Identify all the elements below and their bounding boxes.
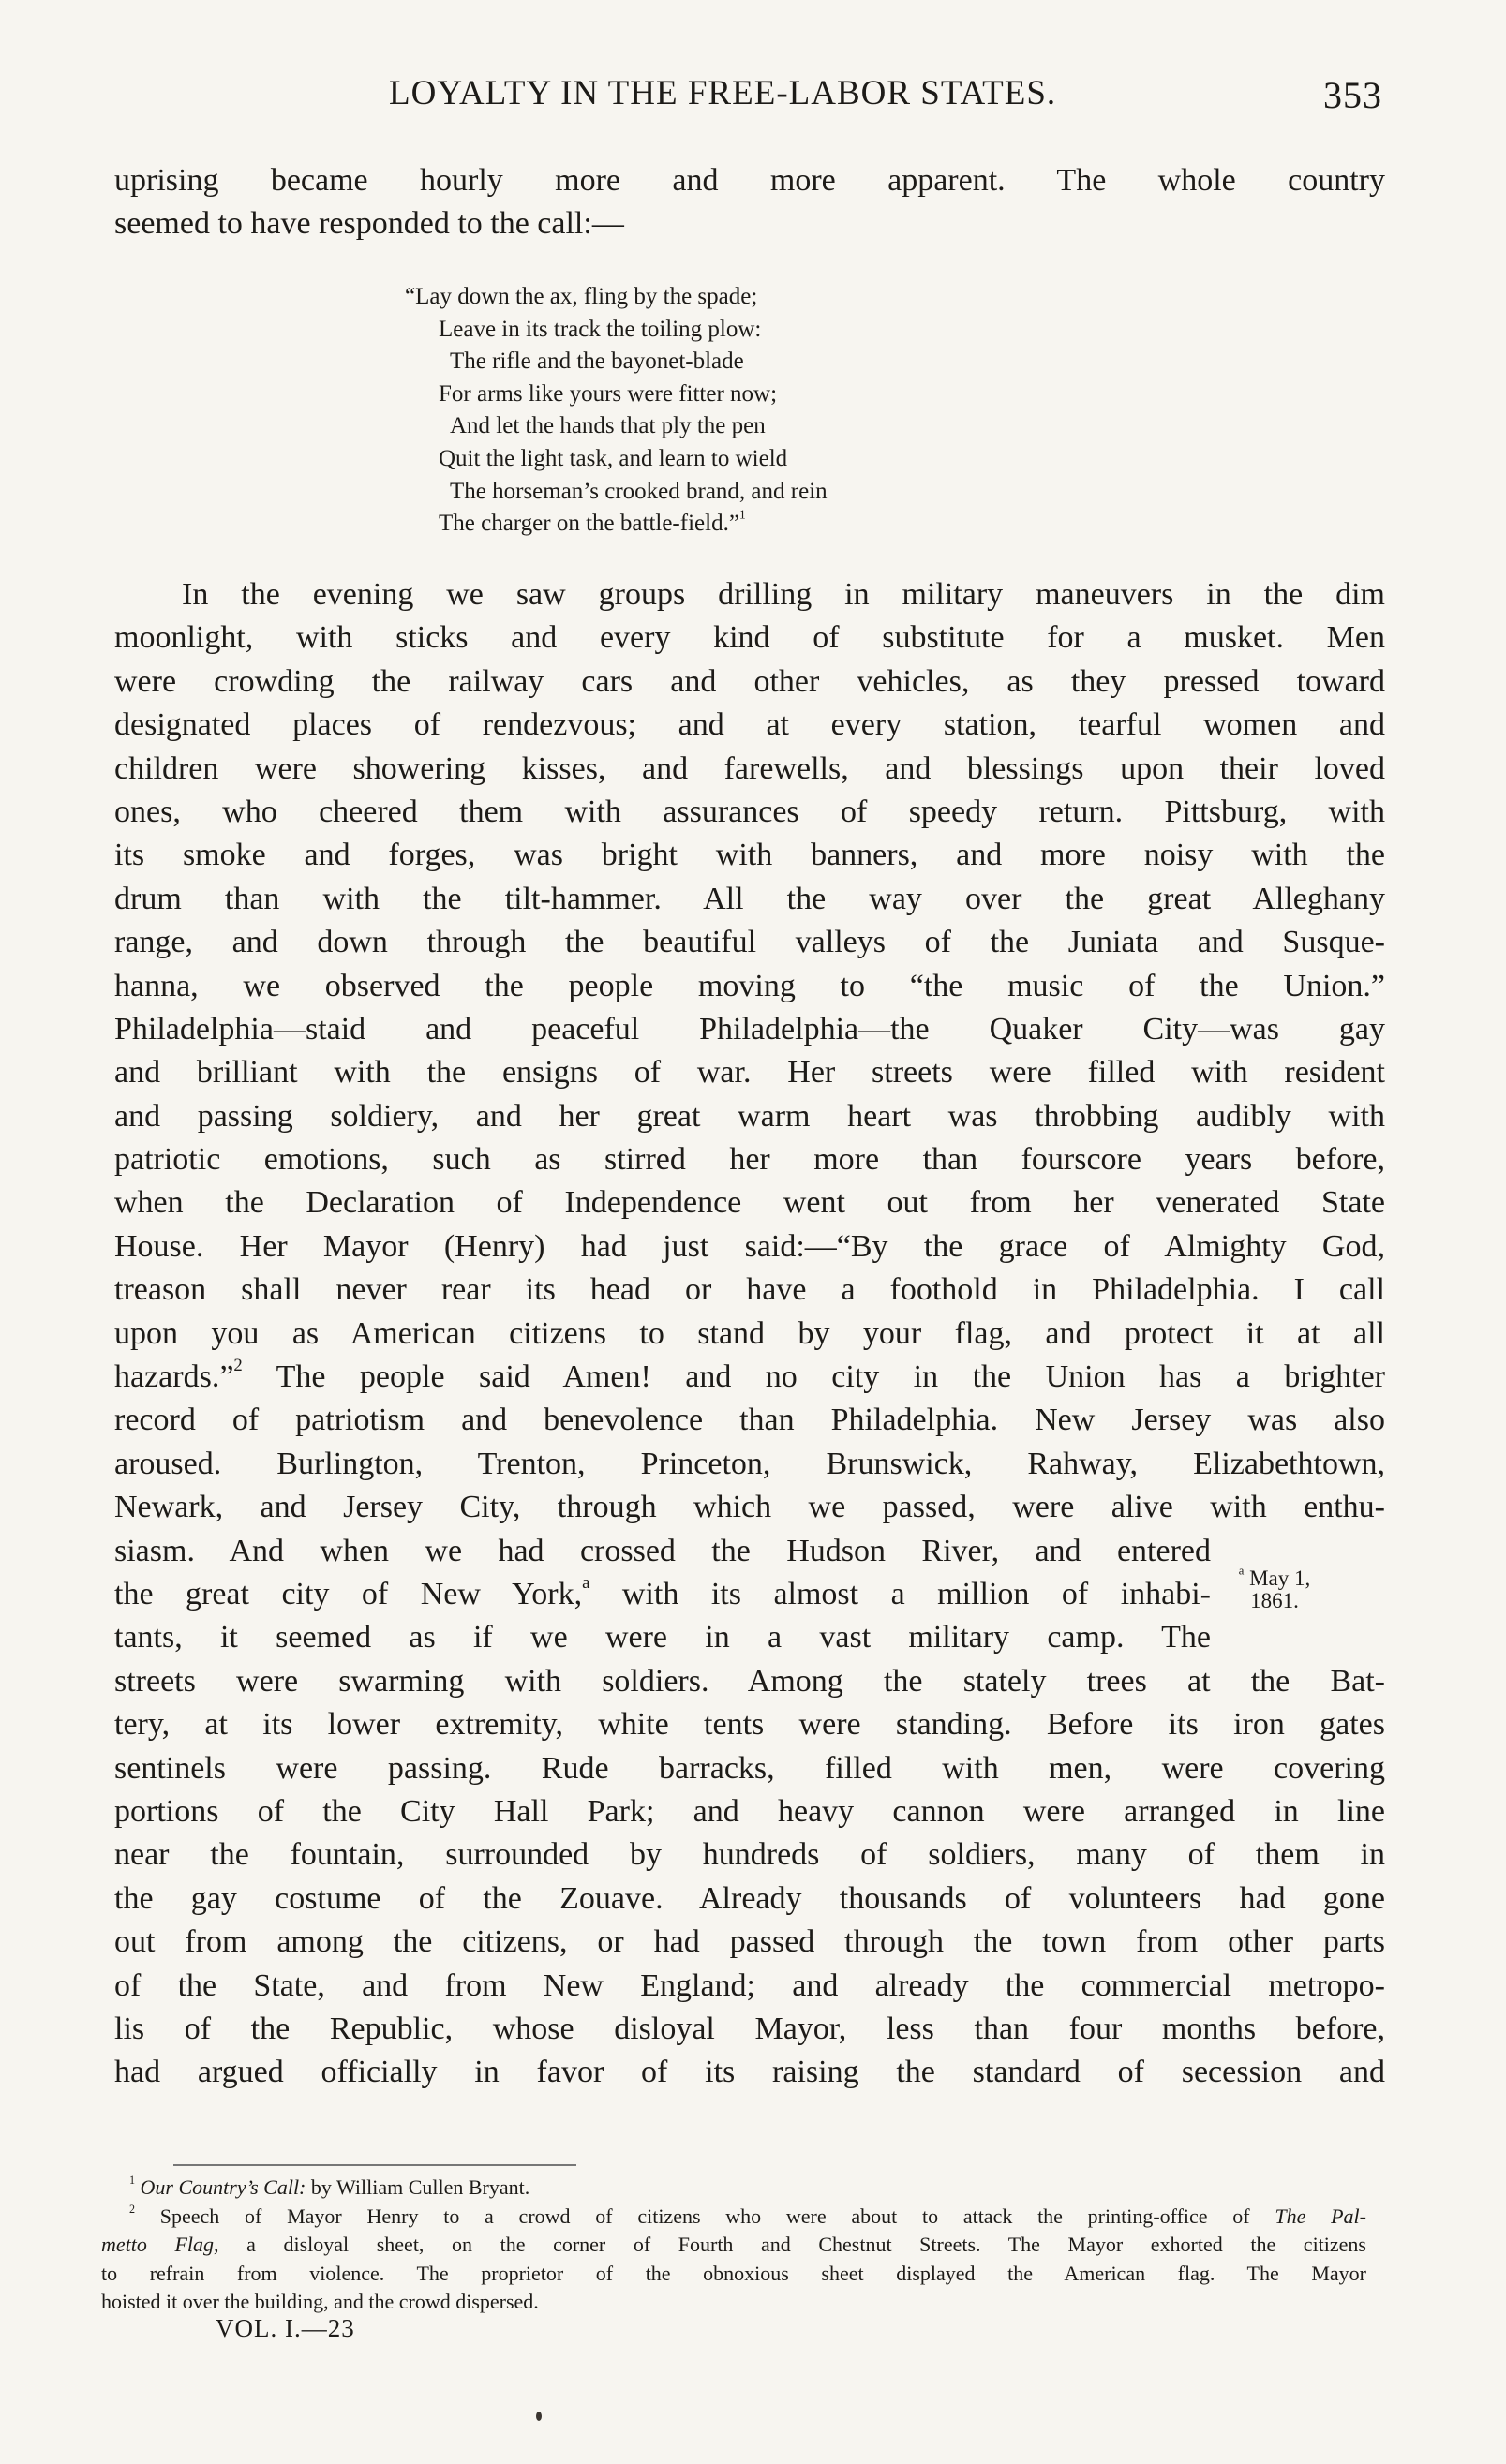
- footnote-italic: metto Flag,: [101, 2233, 219, 2256]
- text-line: House. Her Mayor (Henry) had just said:—“By the grace of Almighty God,: [114, 1228, 1385, 1264]
- text-line: were crowding the railway cars and other vehicles, as they pressed toward: [114, 663, 1385, 699]
- footnote-text: Speech of Mayor Henry to a crowd of citizens who were about to attack the printing-office of: [135, 2204, 1275, 2228]
- footnote-2-line: [101, 2231, 1366, 2260]
- text-line: and passing soldiery, and her great warm heart was throbbing audibly with: [114, 1098, 1385, 1134]
- text-line: In the evening we saw groups drilling in military maneuvers in the dim: [182, 577, 1385, 612]
- text-line: aroused. Burlington, Trenton, Princeton, Brunswick, Rahway, Elizabethtown,: [114, 1446, 1385, 1481]
- text-line: seemed to have responded to the call:—: [114, 206, 624, 242]
- poem-line: Quit the light task, and learn to wield: [439, 445, 788, 471]
- text-line: designated places of rendezvous; and at every station, tearful women and: [114, 707, 1385, 743]
- main-paragraph: [114, 573, 1385, 2095]
- margin-note-text: May 1,: [1249, 1566, 1311, 1590]
- text-line: when the Declaration of Independence went out from her venerated State: [114, 1185, 1385, 1221]
- text-line: moonlight, with sticks and every kind of substitute for a musket. Men: [114, 620, 1385, 656]
- margin-note-marker: a: [1238, 1564, 1245, 1578]
- footnote-2-line: hoisted it over the building, and the crowd dispersed.: [101, 2290, 539, 2313]
- footnote-title: Our Country’s Call:: [140, 2175, 306, 2199]
- text-line: patriotic emotions, such as stirred her more than fourscore years before,: [114, 1142, 1385, 1178]
- footnotes: [101, 2174, 1366, 2317]
- footnote-1: [101, 2174, 1366, 2203]
- footnote-ref: 1: [738, 507, 746, 522]
- text-line: hanna, we observed the people moving to “the music of the Union.”: [114, 968, 1385, 1003]
- footnote-number: 2: [129, 2202, 136, 2216]
- poem-quotation: [405, 281, 828, 541]
- text-line: tery, at its lower extremity, white tents were standing. Before its iron gates: [114, 1707, 1385, 1743]
- margin-note-line: 1861.: [1250, 1589, 1299, 1612]
- text-line: lis of the Republic, whose disloyal Mayor, less than four months before,: [114, 2011, 1385, 2046]
- text-line: Philadelphia—staid and peaceful Philadelphia—the Quaker City—was gay: [114, 1011, 1385, 1046]
- poem-line: For arms like yours were fitter now;: [439, 380, 778, 407]
- footnote-text: by William Cullen Bryant.: [306, 2175, 530, 2199]
- intro-paragraph: [114, 159, 1385, 246]
- text-line: portions of the City Hall Park; and heavy cannon were arranged in line: [114, 1793, 1385, 1829]
- running-title: LOYALTY IN THE FREE-LABOR STATES.: [389, 74, 1057, 112]
- text-segment: hazards.”: [114, 1359, 234, 1395]
- text-line: [114, 1356, 1385, 1399]
- margin-note-ref: a: [582, 1573, 590, 1594]
- poem-line-text: The charger on the battle-field.”: [439, 511, 739, 537]
- text-line: children were showering kisses, and farewells, and blessings upon their loved: [114, 750, 1385, 786]
- text-line: siasm. And when we had crossed the Hudson River, and entered: [114, 1533, 1211, 1568]
- text-line: range, and down through the beautiful valleys of the Juniata and Susque-: [114, 925, 1385, 960]
- text-segment: The people said Amen! and no city in the Union has a brighter: [276, 1359, 1385, 1395]
- text-line: of the State, and from New England; and already the commercial metropo-: [114, 1967, 1385, 2003]
- poem-line: The rifle and the bayonet-blade: [450, 349, 744, 375]
- text-line: sentinels were passing. Rude barracks, filled with men, were covering: [114, 1750, 1385, 1786]
- text-line: uprising became hourly more and more apparent. The whole country: [114, 163, 1385, 198]
- page-number: 353: [1323, 74, 1382, 116]
- text-line: upon you as American citizens to stand by your flag, and protect it at all: [114, 1315, 1385, 1351]
- ink-speck: [536, 2412, 542, 2421]
- text-line: drum than with the tilt-hammer. All the way over the great Alleghany: [114, 881, 1385, 916]
- footnote-italic: The Pal-: [1275, 2204, 1366, 2228]
- text-line: streets were swarming with soldiers. Among the stately trees at the Bat-: [114, 1663, 1385, 1699]
- footnote-rule: [173, 2164, 576, 2166]
- poem-line: [405, 508, 828, 541]
- text-line: and brilliant with the ensigns of war. Her streets were filled with resident: [114, 1055, 1385, 1091]
- signature-mark: VOL. I.—23: [216, 2314, 355, 2342]
- text-line: record of patriotism and benevolence than Philadelphia. New Jersey was also: [114, 1403, 1385, 1438]
- text-line: its smoke and forges, was bright with banners, and more noisy with the: [114, 838, 1385, 873]
- text-segment: with its almost a million of inhabi-: [621, 1576, 1211, 1611]
- footnote-2-line: [101, 2203, 1366, 2232]
- text-line: [114, 1573, 1211, 1616]
- text-line: out from among the citizens, or had passed through the town from other parts: [114, 1924, 1385, 1960]
- text-line: tants, it seemed as if we were in a vast military camp. The: [114, 1620, 1211, 1655]
- footnote-number: 1: [129, 2174, 136, 2188]
- footnote-ref: 2: [233, 1356, 243, 1376]
- margin-note-date: [1218, 1564, 1331, 1612]
- poem-line: Leave in its track the toiling plow:: [439, 316, 762, 342]
- text-line: near the fountain, surrounded by hundreds of soldiers, many of them in: [114, 1837, 1385, 1873]
- poem-line: “Lay down the ax, fling by the spade;: [405, 284, 758, 309]
- running-head: [389, 73, 1382, 120]
- text-line: Newark, and Jersey City, through which we passed, were alive with enthu-: [114, 1490, 1385, 1525]
- text-line: treason shall never rear its head or have a foothold in Philadelphia. I call: [114, 1272, 1385, 1308]
- poem-line: The horseman’s crooked brand, and rein: [450, 478, 828, 504]
- margin-note-line: [1218, 1564, 1331, 1590]
- footnote-2-line: to refrain from violence. The proprietor of the obnoxious sheet displayed the American flag. The Mayor: [101, 2261, 1366, 2285]
- poem-line: And let the hands that ply the pen: [450, 413, 766, 439]
- text-line: ones, who cheered them with assurances of speedy return. Pittsburg, with: [114, 794, 1385, 829]
- footnote-text: a disloyal sheet, on the corner of Fourth and Chestnut Streets. The Mayor exhorted the citizens: [218, 2233, 1366, 2256]
- text-segment: the great city of New York,: [114, 1576, 583, 1611]
- text-line: the gay costume of the Zouave. Already thousands of volunteers had gone: [114, 1880, 1385, 1916]
- text-line: had argued officially in favor of its raising the standard of secession and: [114, 2055, 1385, 2090]
